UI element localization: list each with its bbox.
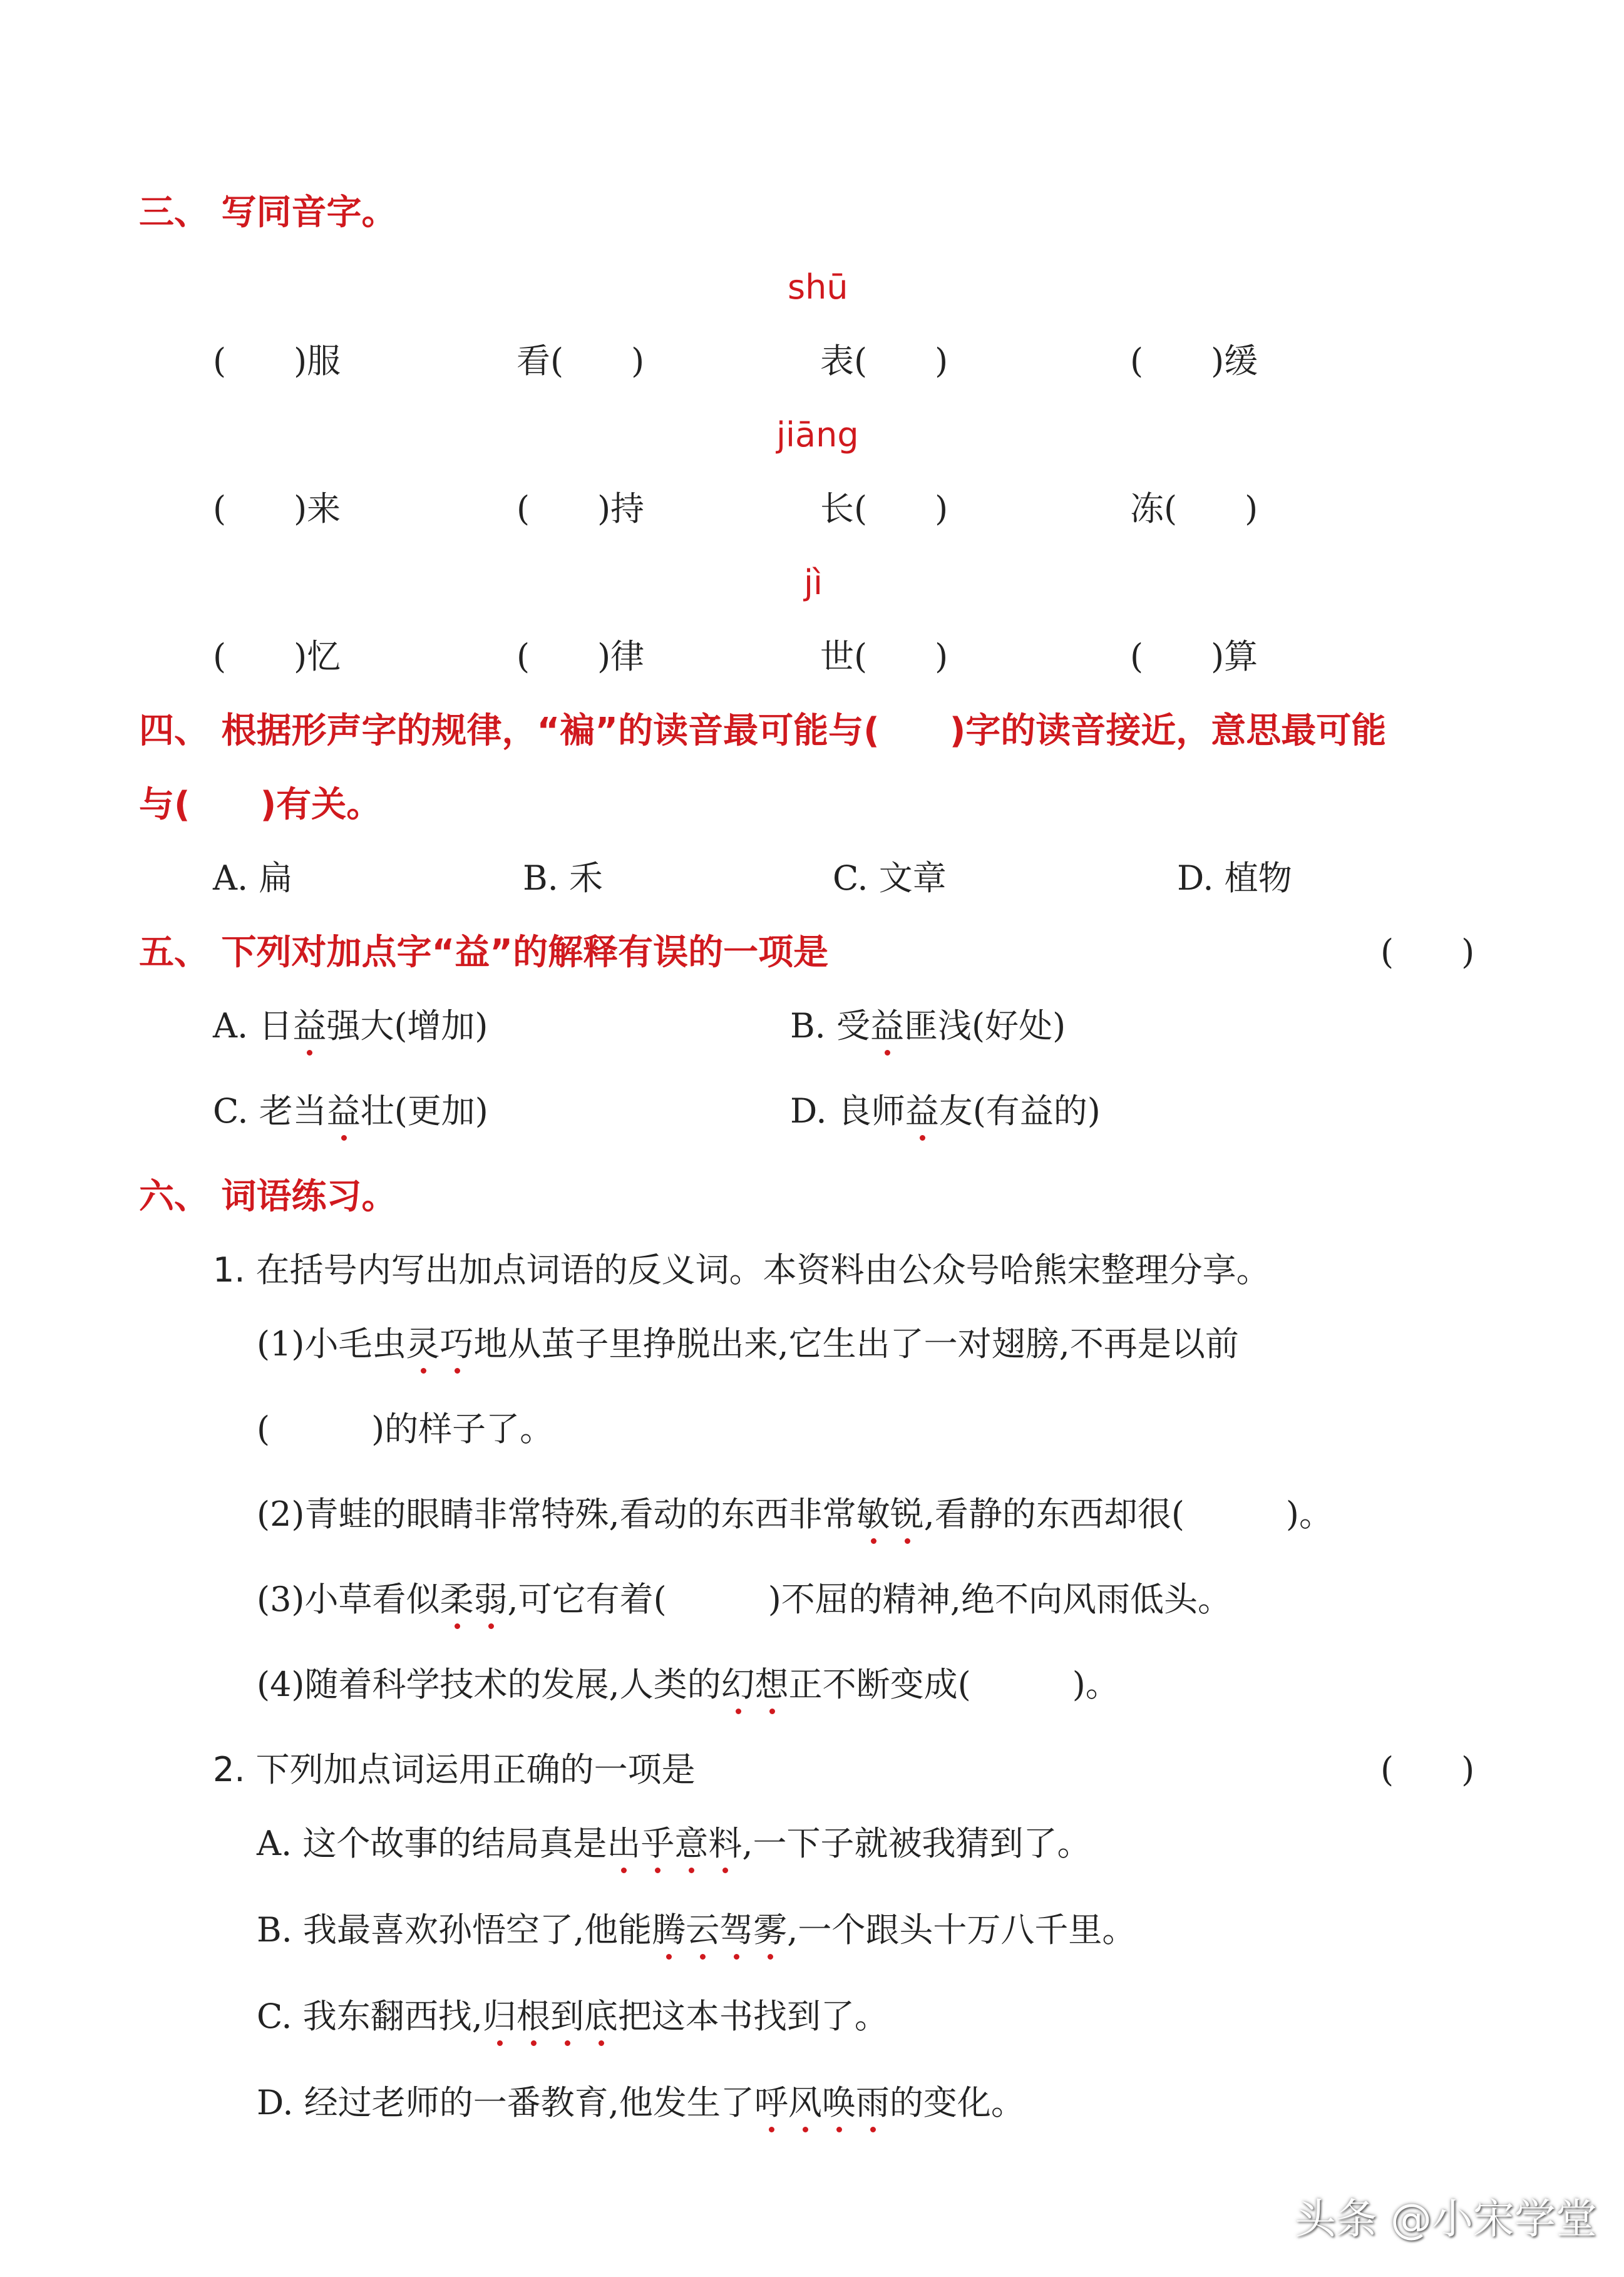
option-text: D. 良师 (790, 1091, 905, 1131)
dotted-char: 幻 (721, 1665, 755, 1704)
blank-item[interactable]: ( )缓 (1130, 341, 1258, 381)
option-text: 的变化。 (889, 2083, 1025, 2122)
option-text: ,一个跟头十万八千里。 (787, 1910, 1136, 1950)
question-1-2[interactable] (257, 1494, 1333, 1534)
dotted-char: 呼 (754, 2083, 788, 2122)
dotted-char: 雨 (855, 2083, 890, 2122)
blank-item[interactable]: 看( ) (516, 341, 645, 381)
dotted-char: 意 (674, 1824, 709, 1863)
option-text: D. 经过老师的一番教育,他发生了 (257, 2083, 754, 2122)
option-text: A. 这个故事的结局真是 (257, 1824, 607, 1863)
option-b[interactable] (790, 1006, 1066, 1046)
option-text: 友(有益的) (938, 1091, 1101, 1131)
blank-item[interactable]: ( )持 (516, 489, 645, 528)
q-text: 正不断变成( )。 (788, 1665, 1119, 1704)
option-b[interactable] (257, 1910, 1136, 1950)
option-text: A. 日 (213, 1006, 293, 1046)
dotted-char: 益 (326, 1091, 361, 1131)
pinyin-shu: shū (788, 267, 848, 307)
dotted-char: 弱 (473, 1580, 508, 1619)
q-text: ,看静的东西却很( )。 (923, 1494, 1333, 1534)
blank-item[interactable]: ( )忆 (213, 637, 341, 676)
dotted-char: 归 (482, 1997, 516, 2036)
dotted-char: 益 (905, 1091, 939, 1131)
q-text: ,可它有着( )不屈的精神,绝不向风雨低头。 (507, 1580, 1231, 1619)
question-1-1-cont[interactable]: ( )的样子了。 (257, 1409, 554, 1449)
question-2: 2. 下列加点词运用正确的一项是 (213, 1750, 696, 1789)
option-c[interactable]: C. 文章 (833, 858, 947, 898)
dotted-char: 出 (607, 1824, 641, 1863)
dotted-char: 益 (870, 1006, 905, 1046)
option-text: 壮(更加) (360, 1091, 488, 1131)
dotted-char: 底 (583, 1997, 618, 2036)
option-d[interactable] (790, 1091, 1101, 1131)
q-text: (4)随着科学技术的发展,人类的 (257, 1665, 721, 1704)
blank-item[interactable]: ( )律 (516, 637, 645, 676)
dotted-char: 乎 (640, 1824, 675, 1863)
option-text: 把这本书找到了。 (617, 1997, 888, 2036)
section-3-title: 三、 写同音字。 (139, 192, 397, 233)
section-6-title: 六、 词语练习。 (139, 1176, 397, 1217)
answer-paren[interactable]: ( ) (1380, 1750, 1475, 1789)
option-a[interactable] (213, 1006, 488, 1046)
dotted-char: 驾 (719, 1910, 754, 1950)
dotted-char: 到 (550, 1997, 584, 2036)
dotted-char: 巧 (439, 1324, 474, 1364)
dotted-char: 柔 (439, 1580, 474, 1619)
q-text: (1)小毛虫 (257, 1324, 406, 1364)
blank-item[interactable]: ( )服 (213, 341, 341, 381)
blank-item[interactable]: ( )来 (213, 489, 341, 528)
dotted-char: 风 (788, 2083, 822, 2122)
dotted-char: 料 (708, 1824, 743, 1863)
question-1-1 (257, 1324, 1239, 1364)
option-c[interactable] (213, 1091, 488, 1131)
dotted-char: 益 (292, 1006, 327, 1046)
section-4-title: 四、 根据形声字的规律，“褊”的读音最可能与( )字的读音接近，意思最可能 (139, 711, 1387, 751)
option-text: ,一下子就被我猜到了。 (742, 1824, 1091, 1863)
section-5-title: 五、 下列对加点字“益”的解释有误的一项是 (139, 932, 829, 973)
blank-item[interactable]: 表( ) (820, 341, 948, 381)
option-text: B. 受 (790, 1006, 871, 1046)
option-text: 匪浅(好处) (904, 1006, 1066, 1046)
question-1: 1. 在括号内写出加点词语的反义词。本资料由公众号哈熊宋整理分享。 (213, 1250, 1270, 1290)
option-text: B. 我最喜欢孙悟空了,他能 (257, 1910, 652, 1950)
dotted-char: 敏 (856, 1494, 890, 1534)
blank-item[interactable]: 世( ) (820, 637, 948, 676)
option-text: 强大(增加) (326, 1006, 488, 1046)
blank-item[interactable]: 长( ) (820, 489, 948, 528)
option-d[interactable] (257, 2083, 1025, 2122)
q-text: (3)小草看似 (257, 1580, 440, 1619)
option-a[interactable]: A. 扁 (213, 858, 293, 898)
section-4-title-cont: 与( )有关。 (139, 784, 382, 825)
answer-paren[interactable]: ( ) (1380, 932, 1475, 972)
option-a[interactable] (257, 1824, 1091, 1863)
pinyin-jiang: jiāng (776, 415, 859, 455)
option-b[interactable]: B. 禾 (523, 858, 604, 898)
blank-item[interactable]: 冻( ) (1130, 489, 1258, 528)
dotted-char: 想 (754, 1665, 789, 1704)
question-1-4[interactable] (257, 1665, 1119, 1704)
dotted-char: 根 (516, 1997, 550, 2036)
dotted-char: 雾 (753, 1910, 788, 1950)
dotted-char: 腾 (652, 1910, 686, 1950)
pinyin-ji: jì (804, 563, 823, 602)
question-1-3[interactable] (257, 1580, 1231, 1619)
dotted-char: 灵 (406, 1324, 440, 1364)
watermark: 头条 @小宋学堂 (1295, 2195, 1597, 2243)
q-text: (2)青蛙的眼睛非常特殊,看动的东西非常 (257, 1494, 856, 1534)
option-d[interactable]: D. 植物 (1177, 858, 1292, 898)
dotted-char: 唤 (821, 2083, 856, 2122)
q-text: 地从茧子里挣脱出来,它生出了一对翅膀,不再是以前 (473, 1324, 1239, 1364)
dotted-char: 云 (686, 1910, 720, 1950)
blank-item[interactable]: ( )算 (1130, 637, 1258, 676)
dotted-char: 锐 (890, 1494, 924, 1534)
option-text: C. 老当 (213, 1091, 327, 1131)
option-c[interactable] (257, 1997, 888, 2036)
option-text: C. 我东翻西找, (257, 1997, 483, 2036)
